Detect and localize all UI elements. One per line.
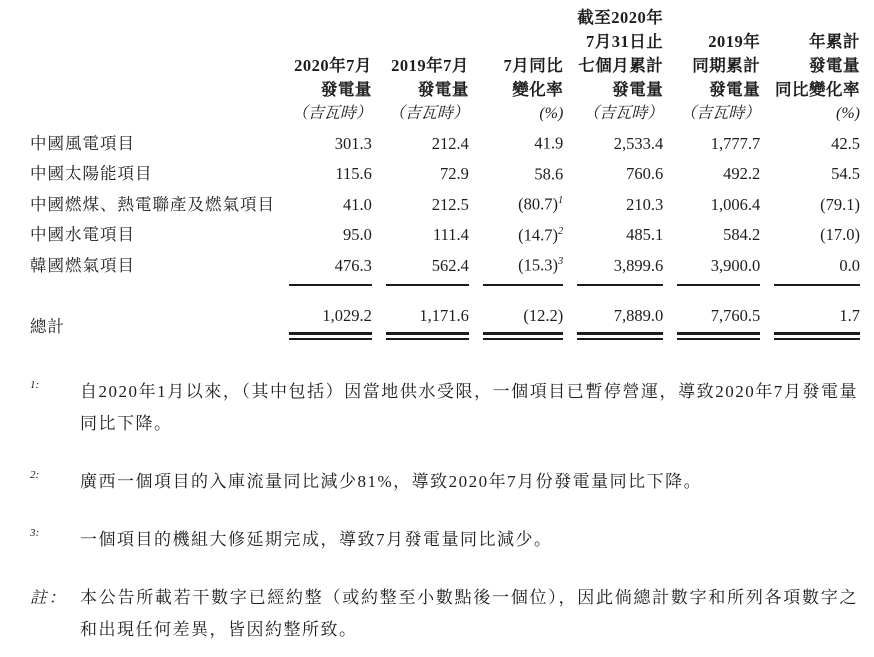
generation-table bbox=[16, 6, 874, 340]
table-row-china-hydro bbox=[30, 218, 860, 249]
table-row-total bbox=[30, 286, 860, 340]
double-rule bbox=[483, 332, 563, 340]
footnote-marker: 2: bbox=[30, 468, 40, 481]
total-label: 總計 bbox=[30, 316, 65, 336]
row-label: 中國太陽能項目 bbox=[30, 164, 153, 183]
header-unit: （吉瓦時） bbox=[583, 105, 664, 122]
value-cell: (15.3)$^3$ bbox=[483, 248, 563, 286]
double-rule bbox=[774, 332, 860, 340]
value-cell: 95.0 bbox=[343, 225, 372, 244]
header-line: 同期累計 bbox=[692, 56, 761, 75]
table-header-row bbox=[30, 6, 860, 126]
double-rule bbox=[386, 332, 469, 340]
row-label-header bbox=[30, 6, 275, 126]
value-cell: (79.1) bbox=[820, 194, 860, 214]
value-cell: 115.6 bbox=[335, 164, 372, 183]
value-cell: 760.6 bbox=[626, 164, 664, 183]
value-cell: 1,777.7 bbox=[710, 133, 761, 153]
value-cell: 476.3 bbox=[289, 248, 372, 286]
column-header-2019-cumulative bbox=[677, 6, 760, 126]
footnote-marker: 1: bbox=[30, 378, 40, 391]
value-cell: 3,899.6 bbox=[577, 248, 663, 286]
value-cell: 41.9 bbox=[534, 133, 564, 153]
value-cell: 492.2 bbox=[723, 164, 761, 183]
double-rule bbox=[289, 332, 372, 340]
rounding-note bbox=[30, 582, 874, 646]
header-unit: （吉瓦時） bbox=[680, 105, 761, 122]
footnote-text: 自2020年1月以來，（其中包括）因當地供水受限，一個項目已暫停營運，導致2020年7月發電量同比下降。 bbox=[80, 381, 858, 433]
note-marker: 註： bbox=[30, 587, 67, 607]
row-label: 中國風電項目 bbox=[30, 133, 135, 153]
header-line: 同比變化率 bbox=[775, 80, 860, 99]
table-row-china-coal-chp-gas bbox=[30, 187, 860, 218]
header-line: 發電量 bbox=[417, 80, 469, 99]
table-row-korea-gas bbox=[30, 248, 860, 286]
header-unit: (%) bbox=[539, 105, 564, 122]
value-cell: (17.0) bbox=[820, 225, 860, 244]
header-line: 年累計 bbox=[809, 32, 860, 51]
value-cell: 212.5 bbox=[431, 194, 469, 214]
value-cell: (14.7)$^2$ bbox=[518, 225, 564, 244]
value-cell: 485.1 bbox=[626, 225, 664, 244]
row-label: 韓國燃氣項目 bbox=[30, 255, 135, 275]
double-rule bbox=[677, 332, 760, 340]
header-line: 截至2020年 bbox=[577, 8, 664, 27]
footnote-2 bbox=[30, 466, 874, 498]
header-unit: (%) bbox=[836, 105, 860, 122]
header-line: 7月31日止 bbox=[586, 32, 664, 51]
header-unit: （吉瓦時） bbox=[291, 105, 372, 122]
value-cell: 3,900.0 bbox=[677, 248, 760, 286]
column-header-jul-yoy bbox=[483, 6, 563, 126]
footnote-3 bbox=[30, 524, 874, 556]
total-value-cell: 7,760.5 bbox=[677, 286, 760, 340]
header-line: 2020年7月 bbox=[294, 56, 372, 75]
value-cell: 58.6 bbox=[534, 164, 564, 183]
total-value-cell: (12.2) bbox=[483, 286, 563, 340]
footnote-ref: 2 bbox=[558, 225, 564, 237]
value-cell: 210.3 bbox=[626, 194, 664, 214]
header-line: 7月同比 bbox=[503, 56, 564, 75]
header-line: 發電量 bbox=[809, 56, 860, 75]
value-cell: 301.3 bbox=[334, 133, 372, 153]
header-line: 發電量 bbox=[320, 80, 372, 99]
header-line: 七個月累計 bbox=[578, 56, 664, 75]
note-text: 本公告所載若干數字已經約整（或約整至小數點後一個位），因此倘總計數字和所列各項數字之和出現任何差異，皆因約整所致。 bbox=[80, 587, 858, 639]
footnote-marker: 3: bbox=[30, 526, 40, 539]
value-cell: (80.7)$^1$ bbox=[518, 194, 564, 214]
total-value-cell: 1,029.2 bbox=[289, 286, 372, 340]
header-line: 2019年 bbox=[708, 32, 761, 51]
column-header-7m-cumulative bbox=[577, 6, 663, 126]
value-cell: 562.4 bbox=[386, 248, 469, 286]
value-cell: 1,006.4 bbox=[710, 194, 761, 214]
total-value-cell: 7,889.0 bbox=[577, 286, 663, 340]
total-value-cell: 1,171.6 bbox=[386, 286, 469, 340]
value-cell: 41.0 bbox=[343, 194, 372, 214]
footnote-1 bbox=[30, 376, 874, 440]
value-cell: 42.5 bbox=[831, 133, 860, 153]
value-cell: 212.4 bbox=[431, 133, 469, 153]
value-cell: 0.0 bbox=[774, 248, 860, 286]
value-cell: 584.2 bbox=[723, 225, 761, 244]
double-rule bbox=[577, 332, 663, 340]
column-header-2020-jul bbox=[289, 6, 372, 126]
value-cell: 2,533.4 bbox=[613, 133, 664, 153]
header-unit: （吉瓦時） bbox=[388, 105, 469, 122]
header-line: 2019年7月 bbox=[391, 56, 469, 75]
value-cell: 111.4 bbox=[432, 225, 469, 244]
footnote-ref: 3 bbox=[558, 256, 564, 267]
row-label: 中國燃煤、熱電聯產及燃氣項目 bbox=[30, 194, 275, 214]
footnote-text: 廣西一個項目的入庫流量同比減少81%，導致2020年7月份發電量同比下降。 bbox=[80, 471, 703, 491]
column-header-ytd-yoy bbox=[774, 6, 860, 126]
row-label: 中國水電項目 bbox=[30, 225, 135, 244]
table-row-china-wind bbox=[30, 126, 860, 157]
table-row-china-solar bbox=[30, 157, 860, 188]
total-value-cell: 1.7 bbox=[774, 286, 860, 340]
value-cell: 72.9 bbox=[439, 164, 469, 183]
header-line: 變化率 bbox=[512, 80, 564, 99]
footnote-ref: 1 bbox=[558, 195, 564, 206]
header-line: 發電量 bbox=[612, 80, 664, 99]
footnote-text: 一個項目的機組大修延期完成，導致7月發電量同比減少。 bbox=[80, 529, 553, 549]
header-line: 發電量 bbox=[709, 80, 761, 99]
footnotes-section bbox=[30, 376, 874, 646]
column-header-2019-jul bbox=[386, 6, 469, 126]
value-cell: 54.5 bbox=[831, 164, 860, 183]
